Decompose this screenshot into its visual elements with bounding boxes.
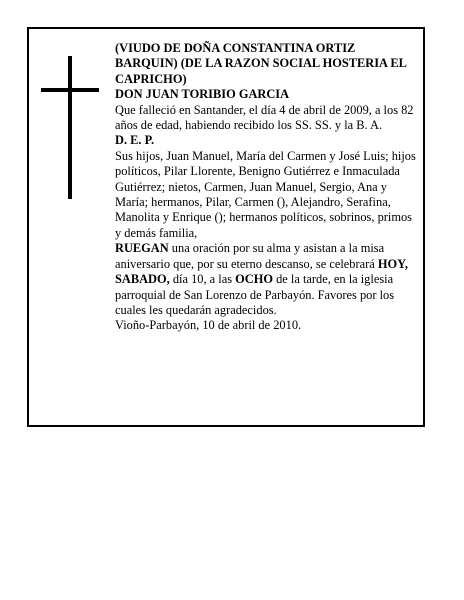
request-text-2: día 10, a las (169, 272, 236, 287)
dep-line: D. E. P. (115, 133, 155, 148)
cross-icon (41, 56, 99, 199)
widower-heading: (VIUDO DE DOÑA CONSTANTINA ORTIZ BARQUIN) (DE LA RAZON SOCIAL HOSTERIA EL CAPRICHO) (115, 41, 407, 86)
ruegan-word: RUEGAN (115, 241, 169, 256)
mass-request (115, 241, 420, 318)
notice-text (115, 41, 420, 334)
request-text-1: una oración por su alma y asistan a la misa aniversario que, por su eterno descanso, se celebrará (115, 241, 385, 271)
family-list: Sus hijos, Juan Manuel, María del Carmen y José Luis; hijos políticos, Pilar Llorente, Benigno Gutiérrez e Inmaculada Gutiérrez; nietos, Carmen, Juan Manuel, Sergio, Ana y María; hermanos, Pilar, Carmen (), Alejandro, Serafina, Manolita y Enrique (); hermanos políticos, sobrinos, primos y demás familia, (115, 148, 416, 240)
obituary-notice (27, 27, 425, 427)
deceased-name: DON JUAN TORIBIO GARCIA (115, 87, 290, 102)
request-text-3: de la tarde, en la iglesia parroquial de San Lorenzo de Parbayón. Favores por los cuales les quedarán agradecidos. (115, 272, 395, 317)
cross-horizontal-bar (41, 88, 99, 92)
death-statement: Que falleció en Santander, el día 4 de abril de 2009, a los 82 años de edad, habiendo recibido los SS. SS. y la B. A. (115, 102, 414, 133)
mass-day: HOY, SABADO, (115, 256, 409, 287)
place-date: Vioño-Parbayón, 10 de abril de 2010. (115, 318, 302, 333)
cross-vertical-bar (68, 56, 72, 199)
mass-hour: OCHO (235, 272, 274, 287)
